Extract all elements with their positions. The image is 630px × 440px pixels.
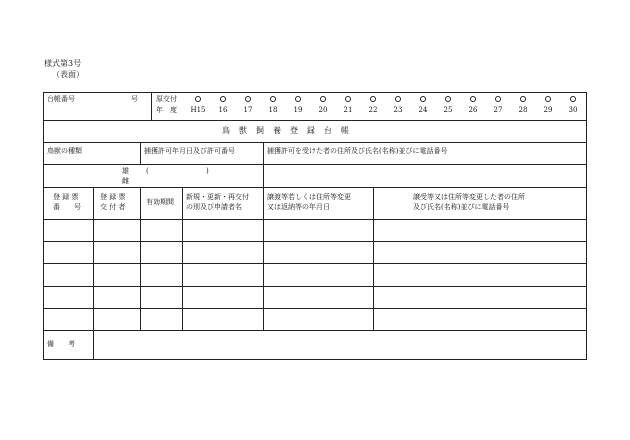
year-checkbox[interactable]: [445, 96, 451, 102]
year-checkbox[interactable]: [220, 96, 226, 102]
issuer-header-1: 登 録 票: [100, 193, 126, 201]
table-row[interactable]: [44, 242, 586, 263]
table-row[interactable]: [44, 264, 586, 286]
year-label-item: 23: [393, 106, 403, 114]
table-row[interactable]: [44, 220, 586, 241]
year-label: 年 度: [156, 106, 177, 114]
new-renew-header-1: 新規・更新・再交付: [186, 193, 249, 201]
new-renew-header-2: の別及び申請者名: [186, 203, 242, 211]
reg-number-header-1: 登 録 票: [53, 193, 79, 201]
year-checkbox[interactable]: [570, 96, 576, 102]
year-checkbox[interactable]: [495, 96, 501, 102]
year-label-item: 29: [543, 106, 553, 114]
year-checkbox[interactable]: [370, 96, 376, 102]
year-label-item: 19: [293, 106, 303, 114]
year-checkbox[interactable]: [345, 96, 351, 102]
ledger-number-label: 台帳番号: [47, 95, 75, 103]
ledger-title: 鳥獣飼養登録台帳: [222, 126, 358, 135]
transfer-date-header-2: 又は返納等の年月日: [267, 203, 330, 211]
year-label-item: 17: [243, 106, 253, 114]
count-paren-open: (: [146, 167, 149, 175]
year-checkbox[interactable]: [295, 96, 301, 102]
year-checkbox[interactable]: [270, 96, 276, 102]
year-checkbox[interactable]: [470, 96, 476, 102]
year-label-item: 27: [493, 106, 503, 114]
issuer-header-2: 交 付 者: [100, 203, 126, 211]
sex-male-label: 雄: [122, 167, 129, 175]
reg-number-header-2: 番 号: [53, 203, 81, 211]
count-paren-close: ): [206, 167, 209, 175]
year-label-item: 20: [318, 106, 328, 114]
table-row[interactable]: [44, 287, 586, 308]
validity-header: 有効期間: [146, 198, 174, 206]
species-label: 鳥獣の種類: [47, 147, 82, 155]
issue-year-label: 原交付: [156, 95, 177, 103]
year-label-item: 24: [418, 106, 428, 114]
year-label-item: 22: [368, 106, 378, 114]
year-label-item: 30: [568, 106, 578, 114]
year-label-item: 16: [218, 106, 228, 114]
table-row[interactable]: [44, 309, 586, 330]
remarks-field[interactable]: [94, 331, 586, 359]
year-label-item: 18: [268, 106, 278, 114]
year-checkbox[interactable]: [245, 96, 251, 102]
remarks-label: 備 考: [47, 340, 75, 348]
form-number: 様式第3号: [44, 59, 82, 68]
year-checkbox[interactable]: [195, 96, 201, 102]
year-checkbox[interactable]: [395, 96, 401, 102]
year-label-item: 25: [443, 106, 453, 114]
transfer-date-header-1: 譲渡等若しくは住所等変更: [267, 193, 351, 201]
permit-holder-label: 捕獲許可を受けた者の住所及び氏名(名称)並びに電話番号: [267, 147, 448, 155]
year-checkbox[interactable]: [420, 96, 426, 102]
capture-permit-label: 捕獲許可年月日及び許可番号: [144, 147, 235, 155]
year-checkbox[interactable]: [520, 96, 526, 102]
year-label-item: 28: [518, 106, 528, 114]
year-label-item: 21: [343, 106, 353, 114]
year-checkbox[interactable]: [545, 96, 551, 102]
sex-female-label: 雌: [122, 177, 129, 185]
year-label-item: H15: [190, 106, 206, 114]
transferee-header-2: 及び氏名(名称)並びに電話番号: [413, 203, 510, 211]
year-label-item: 26: [468, 106, 478, 114]
ledger-number-suffix: 号: [131, 95, 138, 103]
year-checkbox[interactable]: [320, 96, 326, 102]
transferee-header-1: 譲受等又は住所等変更した者の住所: [413, 193, 525, 201]
form-side-label: （表面）: [52, 70, 84, 79]
